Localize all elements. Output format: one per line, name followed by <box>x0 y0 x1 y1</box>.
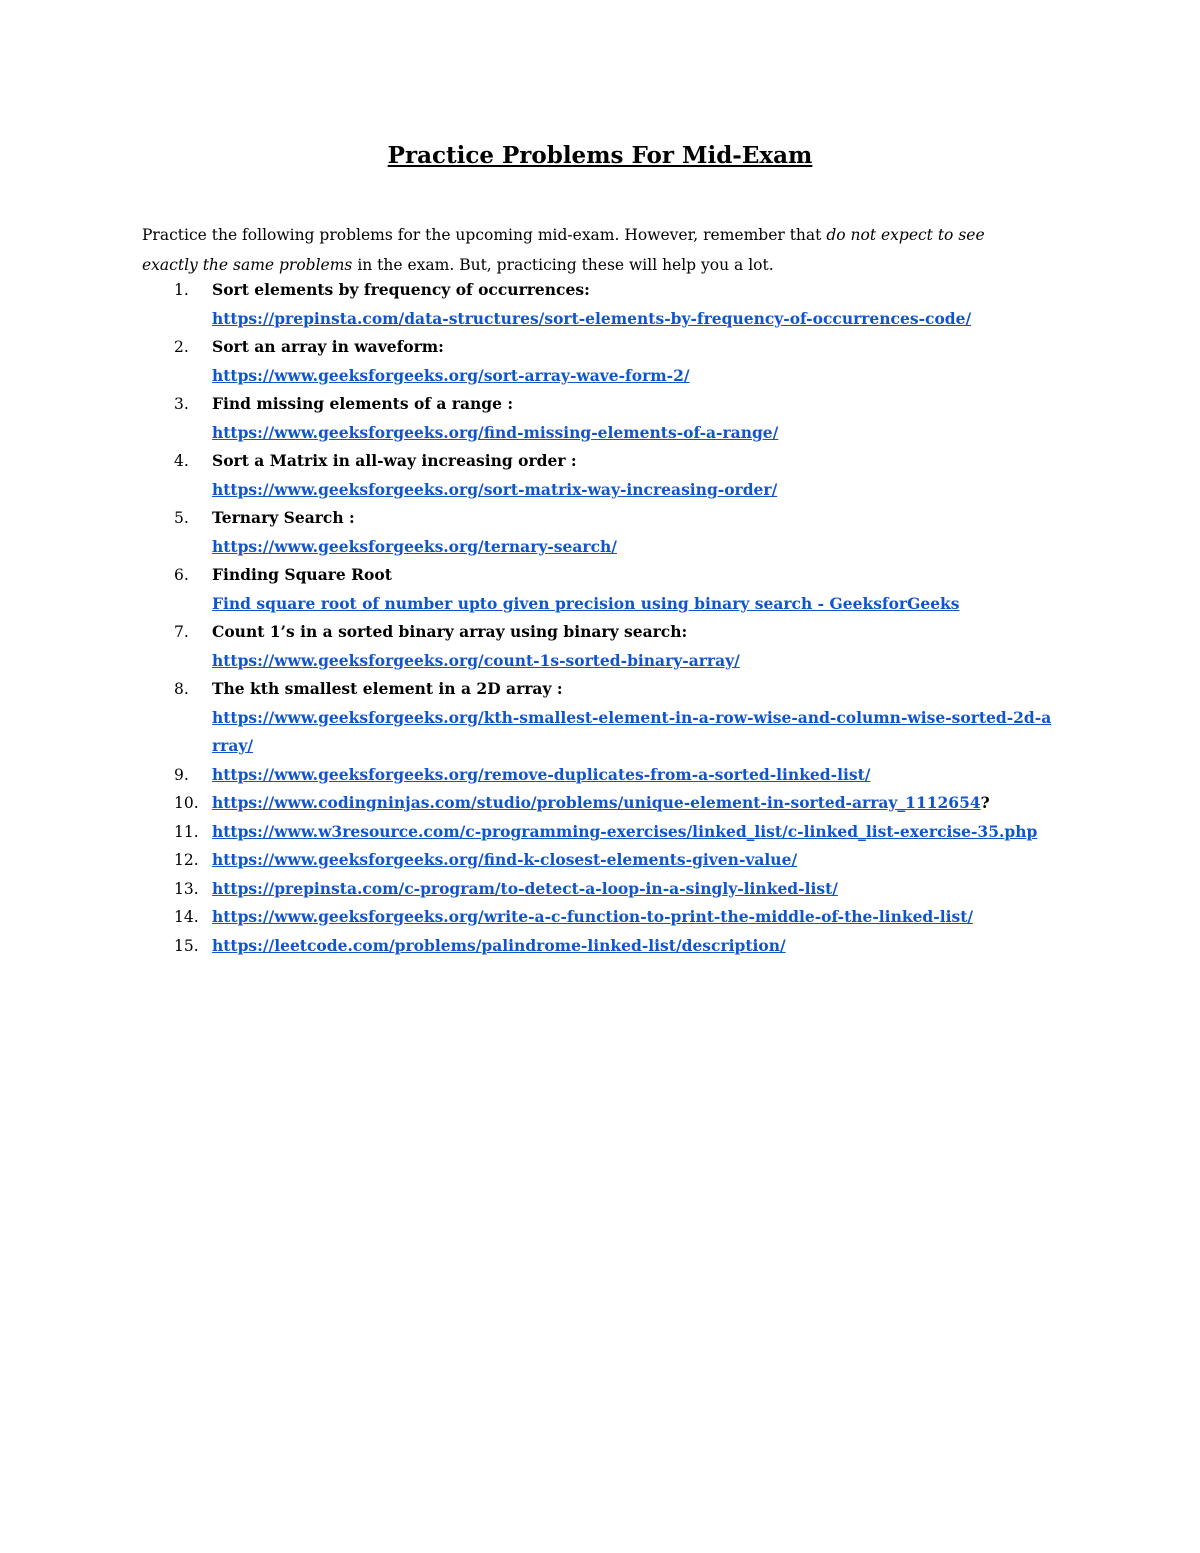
list-item <box>142 903 1057 932</box>
item-number: 4. <box>174 452 189 470</box>
list-item <box>142 875 1057 904</box>
item-number: 2. <box>174 338 189 356</box>
item-number: 3. <box>174 395 189 413</box>
item-title: Find missing elements of a range : <box>212 394 514 413</box>
item-number: 1. <box>174 281 189 299</box>
item-link[interactable]: https://www.geeksforgeeks.org/find-k-closest-elements-given-value/ <box>212 850 798 869</box>
item-number: 5. <box>174 509 189 527</box>
intro-emphasis: do not expect to see exactly the same problems <box>142 226 985 274</box>
item-number: 14. <box>174 908 199 926</box>
item-link[interactable]: Find square root of number upto given precision using binary search - GeeksforGeeks <box>212 593 960 613</box>
item-number: 10. <box>174 794 199 812</box>
item-number: 13. <box>174 879 199 898</box>
item-link[interactable]: https://prepinsta.com/c-program/to-detect-a-loop-in-a-singly-linked-list/ <box>212 878 838 898</box>
list-item <box>142 447 1057 504</box>
list-item <box>142 818 1057 847</box>
page-title: Practice Problems For Mid-Exam <box>387 142 813 169</box>
list-item <box>142 618 1057 675</box>
item-link[interactable]: https://www.geeksforgeeks.org/kth-smallest-element-in-a-row-wise-and-column-wise-sorted-2d-array/ <box>212 707 1052 755</box>
list-item <box>142 561 1057 618</box>
item-suffix: ? <box>980 793 990 812</box>
item-title: Sort elements by frequency of occurrences: <box>212 280 590 299</box>
list-item <box>142 761 1057 790</box>
item-link[interactable]: https://www.codingninjas.com/studio/problems/unique-element-in-sorted-array_1112654 <box>212 793 981 812</box>
list-item <box>142 675 1057 761</box>
list-item <box>142 846 1057 875</box>
item-link[interactable]: https://www.geeksforgeeks.org/find-missing-elements-of-a-range/ <box>212 422 779 442</box>
list-item <box>142 390 1057 447</box>
item-title: The kth smallest element in a 2D array : <box>212 679 563 698</box>
intro-paragraph <box>142 220 1042 280</box>
item-link[interactable]: https://www.geeksforgeeks.org/count-1s-sorted-binary-array/ <box>212 650 740 670</box>
item-link[interactable]: https://prepinsta.com/data-structures/sort-elements-by-frequency-of-occurrences-code/ <box>212 308 972 328</box>
item-title: Sort an array in waveform: <box>212 337 444 356</box>
list-item <box>142 504 1057 561</box>
item-link[interactable]: https://www.geeksforgeeks.org/sort-array-wave-form-2/ <box>212 365 690 385</box>
item-number: 11. <box>174 822 199 841</box>
item-number: 8. <box>174 680 189 698</box>
item-title: Count 1’s in a sorted binary array using binary search: <box>212 622 688 641</box>
item-link[interactable]: https://www.geeksforgeeks.org/sort-matrix-way-increasing-order/ <box>212 479 778 499</box>
item-number: 15. <box>174 936 199 955</box>
item-title: Ternary Search : <box>212 508 355 527</box>
item-number: 7. <box>174 623 189 641</box>
item-number: 6. <box>174 566 189 584</box>
item-link[interactable]: https://www.w3resource.com/c-programming-exercises/linked_list/c-linked_list-exercise-35.php <box>212 821 1038 841</box>
list-item <box>142 789 1057 818</box>
problem-list <box>142 276 1057 960</box>
item-title: Sort a Matrix in all-way increasing order : <box>212 451 577 470</box>
list-item <box>142 932 1057 961</box>
item-link[interactable]: https://www.geeksforgeeks.org/ternary-search/ <box>212 536 617 556</box>
item-link[interactable]: https://leetcode.com/problems/palindrome-linked-list/description/ <box>212 935 786 955</box>
item-number: 12. <box>174 851 199 869</box>
intro-text-end: in the exam. But, practicing these will help you a lot. <box>352 256 774 274</box>
item-number: 9. <box>174 765 189 784</box>
item-link[interactable]: https://www.geeksforgeeks.org/remove-duplicates-from-a-sorted-linked-list/ <box>212 764 871 784</box>
item-title: Finding Square Root <box>212 565 392 584</box>
list-item <box>142 276 1057 333</box>
list-item <box>142 333 1057 390</box>
intro-text: Practice the following problems for the upcoming mid-exam. However, remember that <box>142 226 827 244</box>
item-link[interactable]: https://www.geeksforgeeks.org/write-a-c-function-to-print-the-middle-of-the-linked-list/ <box>212 907 974 926</box>
